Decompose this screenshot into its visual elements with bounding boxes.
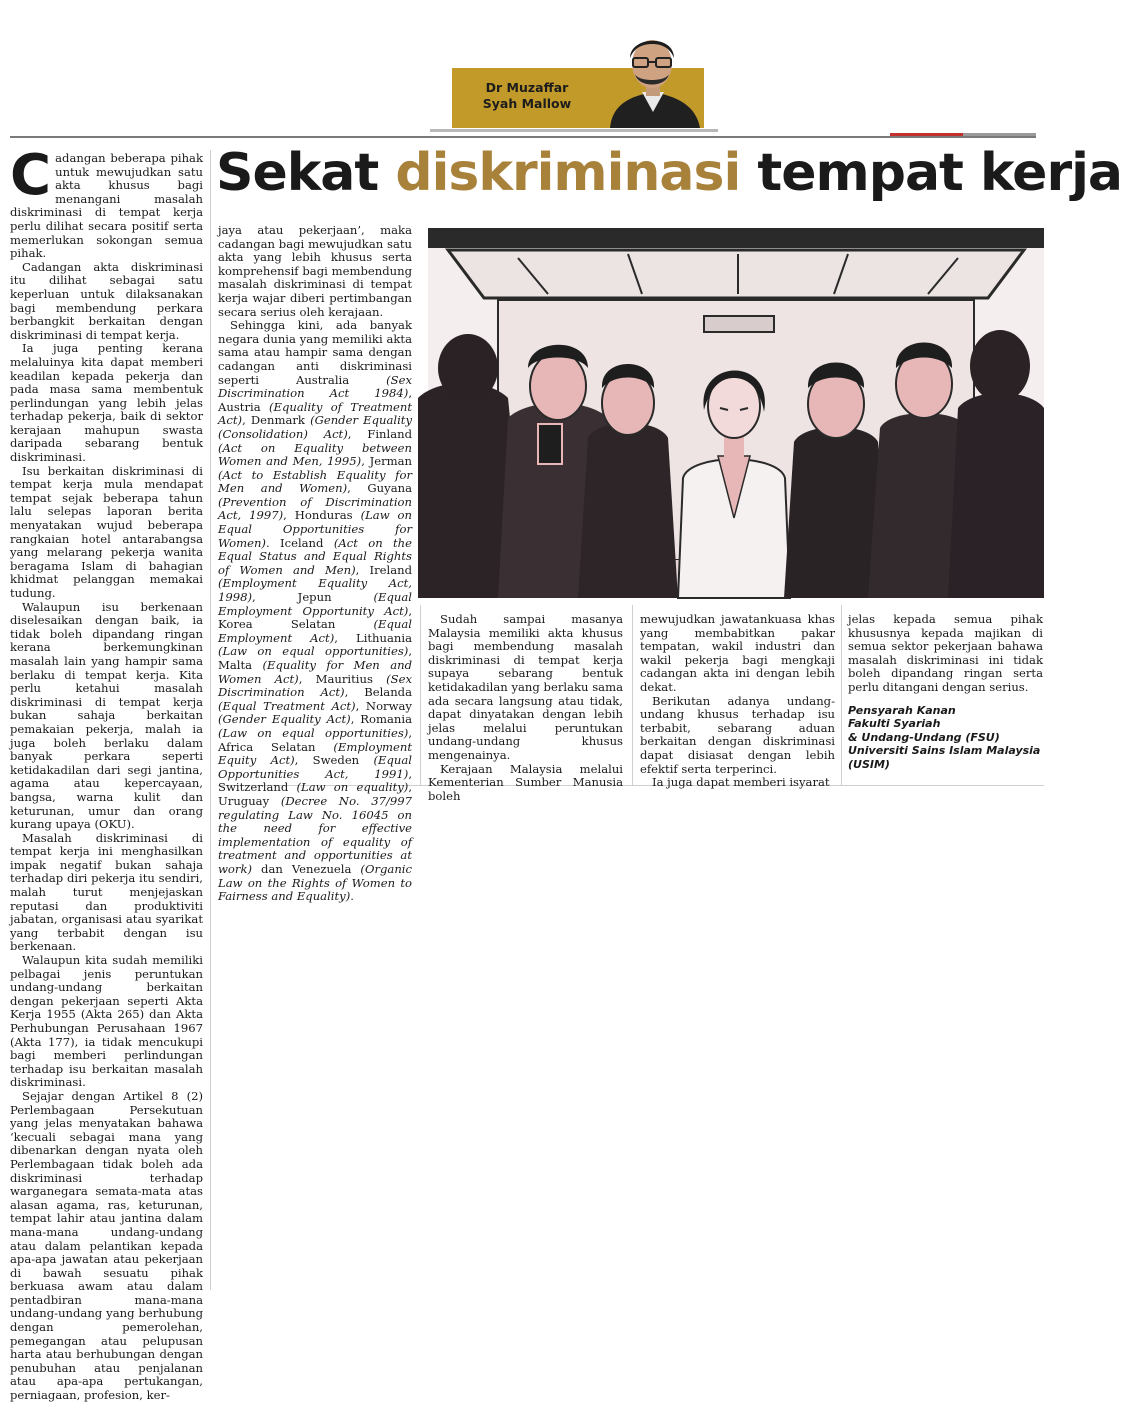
act-title: (Equal Employment Act) [218, 617, 412, 645]
act-title: (Act on the Equal Status and Equal Rights of Women and Men) [218, 535, 413, 577]
act-title: (Employment Equity Act) [218, 739, 412, 768]
act-title: (Sex Discrimination Act 1984) [218, 372, 412, 401]
text: , Jepun [252, 590, 374, 605]
top-rule [10, 136, 1036, 138]
article-column-1 [10, 143, 203, 1403]
paragraph: Sudah sampai masanya Malaysia memiliki akta khusus bagi membendung masalah diskriminasi di tempat kerja supaya sebarang bentuk ketidakadilan yang berlaku sama ada secara langsung atau tidak, dapat dinyatakan dengan lebih jelas melalui peruntukan undang-undang khusus mengenainya. [428, 612, 623, 762]
text: , Finland [347, 426, 412, 441]
paragraph: Walaupun isu berkenaan diselesaikan dengan baik, ia tidak boleh dipandang ringan kerana berkemungkinan masalah lain yang hampir sama berlaku di tempat kerja. Kita perlu ketahui masalah diskriminasi di tempat kerja bukan sahaja berkaitan pemakaian pekerja, malah ia juga boleh berlaku dalam banyak perkara seperti ketidakadilan dari segi jantina, agama atau kepercayaan, bangsa, warna kulit dan keturunan, umur dan orang kurang upaya (OKU). [10, 599, 203, 832]
text: , Ireland [355, 562, 412, 577]
byline-box [452, 68, 704, 128]
headline-part2: tempat kerja [740, 143, 1122, 203]
text: , Sweden [294, 753, 374, 768]
text: , Romania [350, 712, 412, 727]
text: , Malta [218, 644, 412, 672]
text: , Uruguay [218, 780, 412, 808]
text: , Lithuania [334, 630, 412, 645]
signature-line: & Undang-Undang (FSU) [848, 730, 1000, 744]
act-title: (Employment Equality Act, 1998) [218, 576, 412, 605]
paragraph: Sejajar dengan Artikel 8 (2) Perlembagaan Persekutuan yang jelas menyatakan bahawa ‘kecuali sebagai mana yang dibenarkan dengan nyata oleh Perlembagaan tidak boleh ada diskriminasi terhadap warganegara semata-mata atas alasan agama, ras, keturunan, tempat lahir atau jantina dalam mana-mana undang-undang atau dalam pelantikan kepada apa-apa jawatan atau pekerjaan di bawah sesuatu pihak berkuasa awam atau dalam pentadbiran mana-mana undang-undang yang berhubung dengan pemerolehan, pemegangan atau pelupusan harta atau berhubungan dengan penubuhan atau penjalanan atau apa-apa pertukangan, perniagaan, profesion, ker- [10, 1088, 203, 1403]
act-title: (Law on equality) [296, 780, 409, 795]
column-divider [841, 605, 842, 785]
author-photo [602, 28, 704, 128]
text: , Korea Selatan [218, 603, 412, 632]
act-title: (Act on Equality between Women and Men, 1995) [218, 440, 412, 469]
act-title: (Equality for Men and Women Act) [218, 658, 413, 686]
text: , Mauritius [298, 671, 387, 686]
paragraph-text: adangan beberapa pihak untuk mewujudkan satu akta khusus bagi menangani masalah diskriminasi di tempat kerja perlu dilihat secara positif serta memerlukan sokongan semua pihak. [10, 151, 203, 261]
paragraph [10, 143, 203, 261]
byline-underline [430, 129, 718, 132]
paragraph: jelas kepada semua pihak khususnya kepada majikan di semua sektor pekerjaan bahawa masalah diskriminasi ini tidak boleh dipandang ringan serta perlu ditangani dengan serius. [848, 612, 1043, 694]
text: , Austria [218, 386, 412, 414]
paragraph: mewujudkan jawatankuasa khas yang membabitkan pakar tempatan, wakil industri dan wakil pekerja bagi mengkaji cadangan akta ini dengan lebih dekat. [640, 612, 835, 694]
act-title: (Act to Establish Equality for Men and Women) [218, 467, 412, 496]
article-column-2 [218, 224, 412, 904]
article-illustration [428, 228, 1044, 598]
paragraph: Cadangan akta diskriminasi itu dilihat sebagai satu keperluan untuk dilaksanakan bagi membendung perkara berbangkit berkaitan dengan diskriminasi di tempat kerja. [10, 259, 203, 342]
signature-line: Universiti Sains Islam Malaysia [848, 744, 1041, 758]
signature-line: Fakulti Syariah [848, 717, 941, 731]
act-title: (Equality of Treatment Act) [218, 399, 412, 428]
act-title: (Law on Equal Opportunities for Women) [218, 508, 412, 550]
author-name-line1: Dr Muzaffar [485, 80, 569, 95]
act-title: (Gender Equality Act) [218, 712, 351, 727]
act-title: (Prevention of Discrimination Act, 1997) [218, 494, 412, 523]
act-title: (Law on equal opportunities) [218, 644, 409, 659]
text: , Africa Selatan [218, 725, 412, 754]
act-title: (Law on equal opportunities) [218, 725, 409, 740]
text: , Norway [355, 698, 412, 713]
act-title: (Decree No. 37/997 regulating Law No. 16045 on the need for effective implementation of equality of treatment and opportunities at work) [218, 793, 412, 876]
paragraph: Ia juga penting kerana melaluinya kita dapat memberi keadilan kepada pekerja dan pada masa sama membentuk perlindungan yang lebih jelas terhadap pekerja, baik di sektor kerajaan mahupun swasta daripada sebarang bentuk diskriminasi. [10, 341, 203, 465]
act-title: (Equal Employment Opportunity Act) [218, 590, 412, 618]
paragraph: Walaupun kita sudah memiliki pelbagai jenis peruntukan undang-undang berkaitan dengan pekerjaan seperti Akta Kerja 1955 (Akta 265) dan Akta Perhubungan Perusahaan 1967 (Akta 177), ia tidak mencukupi bagi memberi perlindungan terhadap isu berkaitan masalah diskriminasi. [10, 953, 203, 1090]
text: , Belanda [344, 685, 412, 700]
column-divider [632, 605, 633, 785]
paragraph: Masalah diskriminasi di tempat kerja ini menghasilkan impak negatif bukan sahaja terhadap diri pekerja itu sendiri, malah turut menjejaskan reputasi dan produktiviti jabatan, organisasi atau syarikat yang terbabit dengan isu berkenaan. [10, 830, 203, 954]
text: , Jerman [361, 454, 412, 469]
headline-part1: Sekat [216, 143, 396, 203]
act-title: (Equal Opportunities Act, 1991) [218, 753, 412, 781]
text: , Guyana [347, 481, 412, 496]
column-divider [210, 150, 211, 1290]
act-title: (Sex Discrimination Act) [218, 671, 412, 700]
paragraph [218, 319, 412, 904]
author-signature [848, 704, 1043, 772]
signature-line: Pensyarah Kanan [848, 703, 956, 717]
article-column-5 [848, 613, 1043, 771]
section-marker [890, 133, 1036, 136]
paragraph: Berikutan adanya undang-undang khusus terhadap isu terbabit, sebarang aduan berkaitan dengan diskriminasi dapat disiasat dengan lebih efektif serta terperinci. [640, 693, 835, 776]
author-name [452, 80, 602, 112]
text: , Honduras [283, 508, 361, 523]
signature-line: (USIM) [848, 757, 890, 771]
text: , Denmark [242, 413, 311, 428]
text: dan Venezuela [252, 861, 361, 876]
headline-accent: diskriminasi [395, 143, 741, 203]
paragraph: jaya atau pekerjaan’, maka cadangan bagi mewujudkan satu akta yang lebih khusus serta komprehensif bagi membendung masalah diskriminasi di tempat kerja wajar diberi pertimbangan secara serius oleh kerajaan. [218, 223, 412, 319]
act-title: (Equal Treatment Act) [218, 698, 356, 713]
paragraph: Isu berkaitan diskriminasi di tempat kerja mula mendapat tempat sejak beberapa tahun lalu selepas laporan berita menyatakan wujud beberapa rangkaian hotel antarabangsa yang melarang pekerja wanita beragama Islam di bahagian khidmat pelanggan memakai tudung. [10, 463, 203, 600]
text: , Switzerland [218, 766, 412, 795]
article-column-3 [428, 613, 623, 803]
column-divider [420, 605, 421, 785]
paragraph: Ia juga dapat memberi isyarat [652, 775, 830, 790]
act-title: (Gender Equality (Consolidation) Act) [218, 413, 412, 441]
author-name-line2: Syah Mallow [482, 96, 572, 111]
drop-cap: C [10, 143, 52, 208]
act-title: (Organic Law on the Rights of Women to Fairness and Equality) [218, 861, 412, 904]
text: . [350, 889, 354, 904]
article-column-4 [640, 613, 835, 790]
paragraph: Kerajaan Malaysia melalui Kementerian Sumber Manusia boleh [428, 761, 623, 803]
text: Sehingga kini, ada banyak negara dunia yang memiliki akta sama atau hampir sama dengan cadangan anti diskriminasi seperti Australia [218, 318, 412, 387]
text: . Iceland [265, 535, 334, 550]
headline [216, 140, 1122, 206]
